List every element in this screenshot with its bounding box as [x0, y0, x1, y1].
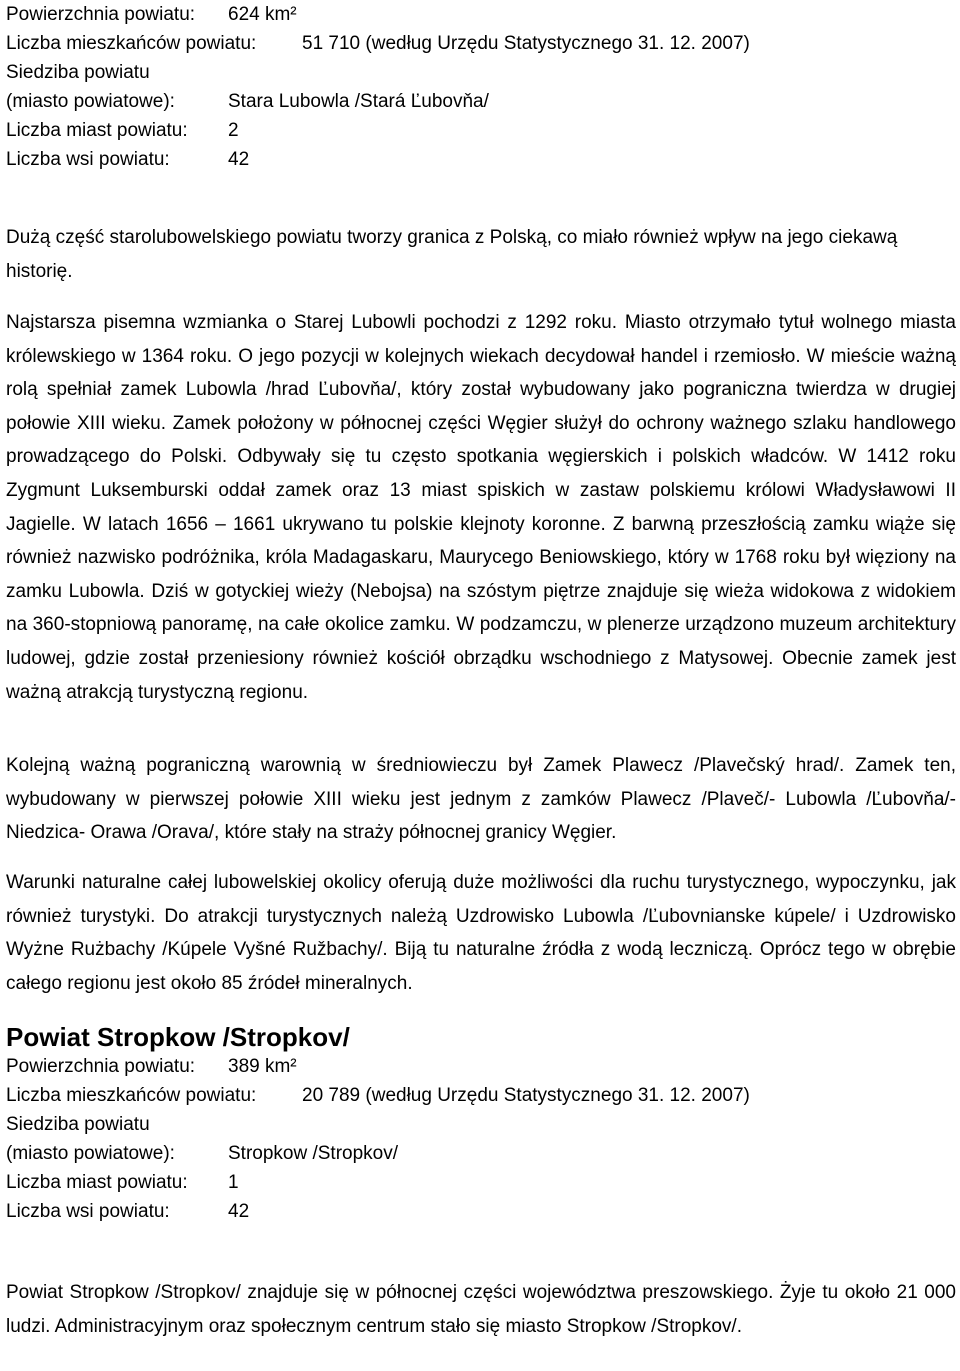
seat-label-sub: (miasto powiatowe):	[6, 91, 175, 112]
villages-value: 42	[228, 149, 250, 170]
stropkow-villages-value: 42	[228, 1201, 250, 1222]
stropkow-population-value: 20 789 (według Urzędu Statystycznego 31. 12. 2007)	[302, 1085, 750, 1106]
villages-label: Liczba wsi powiatu:	[6, 149, 170, 170]
stropkow-villages-label: Liczba wsi powiatu:	[6, 1201, 170, 1222]
stropkow-population-label: Liczba mieszkańców powiatu:	[6, 1085, 257, 1106]
paragraph-border: Dużą część starolubowelskiego powiatu tworzy granica z Polską, co miało również wpływ na jego ciekawą historię.	[6, 227, 898, 282]
stropkow-area-label: Powierzchnia powiatu:	[6, 1056, 196, 1077]
towns-label: Liczba miast powiatu:	[6, 120, 188, 141]
seat-value: Stara Lubowla /Stará Ľubovňa/	[228, 91, 489, 112]
area-value: 624 km²	[228, 4, 297, 25]
paragraph-history: Najstarsza pisemna wzmianka o Starej Lubowli pochodzi z 1292 roku. Miasto otrzymało tytuł wolnego miasta królewskiego w 1364 roku. O jego pozycji w kolejnych wiekach decydował handel i rzemiosło. W mieście ważną rolą spełniał zamek Lubowla /hrad Ľubovňa/, który został wybudowany jako pograniczna twierdza w drugiej połowie XIII wieku. Zamek położony w północnej części Węgier służył do ochrony ważnego szlaku handlowego prowadzącego do Polski. Odbywały się tu często spotkania węgierskich i polskich władców. W 1412 roku Zygmunt Luksemburski oddał zamek oraz 13 miast spiskich w zastaw polskiemu królowi Władysławowi II Jagielle. W latach 1656 – 1661 ukrywano tu polskie klejnoty koronne. Z barwną przeszłością zamku wiąże się również nazwisko podróżnika, króla Madagaskaru, Maurycego Beniowskiego, który w 1768 roku był więziony na zamku Lubowla. Dziś w gotyckiej wieży (Nebojsa) na szóstym piętrze znajduje się wieża widokowa z widokiem na 360-stopniową panoramę, na całe okolice zamku. W podzamczu, w plenerze urządzono muzeum architektury ludowej, gdzie został przeniesiony również kościół obrządku wschodniego z Matysowej. Obecnie zamek jest ważną atrakcją turystyczną regionu.	[6, 312, 956, 703]
paragraph-plawecz: Kolejną ważną pograniczną warownią w średniowieczu był Zamek Plawecz /Plavečský hrad/. Zamek ten, wybudowany w pierwszej połowie XIII wieku jest jednym z zamków Plawecz /Plaveč/- Lubowla /Ľubovňa/-Niedzica- Orawa /Orava/, które stały na straży północnej granicy Węgier.	[6, 755, 956, 844]
population-value: 51 710 (według Urzędu Statystycznego 31. 12. 2007)	[302, 33, 750, 54]
stropkow-towns-label: Liczba miast powiatu:	[6, 1172, 188, 1193]
seat-label: Siedziba powiatu	[6, 62, 150, 83]
paragraph-tourism: Warunki naturalne całej lubowelskiej okolicy oferują duże możliwości dla ruchu turystycznego, wypoczynku, jak również turystyki. Do atrakcji turystycznych należą Uzdrowisko Lubowla /Ľubovnianske kúpele/ i Uzdrowisko Wyżne Rużbachy /Kúpele Vyšné Ružbachy/. Biją tu naturalne źródła z wodą leczniczą. Oprócz tego w obrębie całego regionu jest około 85 źródeł mineralnych.	[6, 872, 956, 994]
population-label: Liczba mieszkańców powiatu:	[6, 33, 257, 54]
paragraph-stropkow: Powiat Stropkow /Stropkov/ znajduje się w północnej części województwa preszowskiego. Żyje tu około 21 000 ludzi. Administracyjnym oraz społecznym centrum stało się miasto Stropkow /Stropkov/.	[6, 1282, 956, 1337]
stropkow-seat-label: Siedziba powiatu	[6, 1114, 150, 1135]
stropkow-area-value: 389 km²	[228, 1056, 297, 1077]
stropkow-seat-label-sub: (miasto powiatowe):	[6, 1143, 175, 1164]
area-label: Powierzchnia powiatu:	[6, 4, 196, 25]
stropkow-seat-value: Stropkow /Stropkov/	[228, 1143, 399, 1164]
stropkow-towns-value: 1	[228, 1172, 239, 1193]
towns-value: 2	[228, 120, 239, 141]
section-heading-stropkow: Powiat Stropkow /Stropkov/	[6, 1022, 350, 1052]
